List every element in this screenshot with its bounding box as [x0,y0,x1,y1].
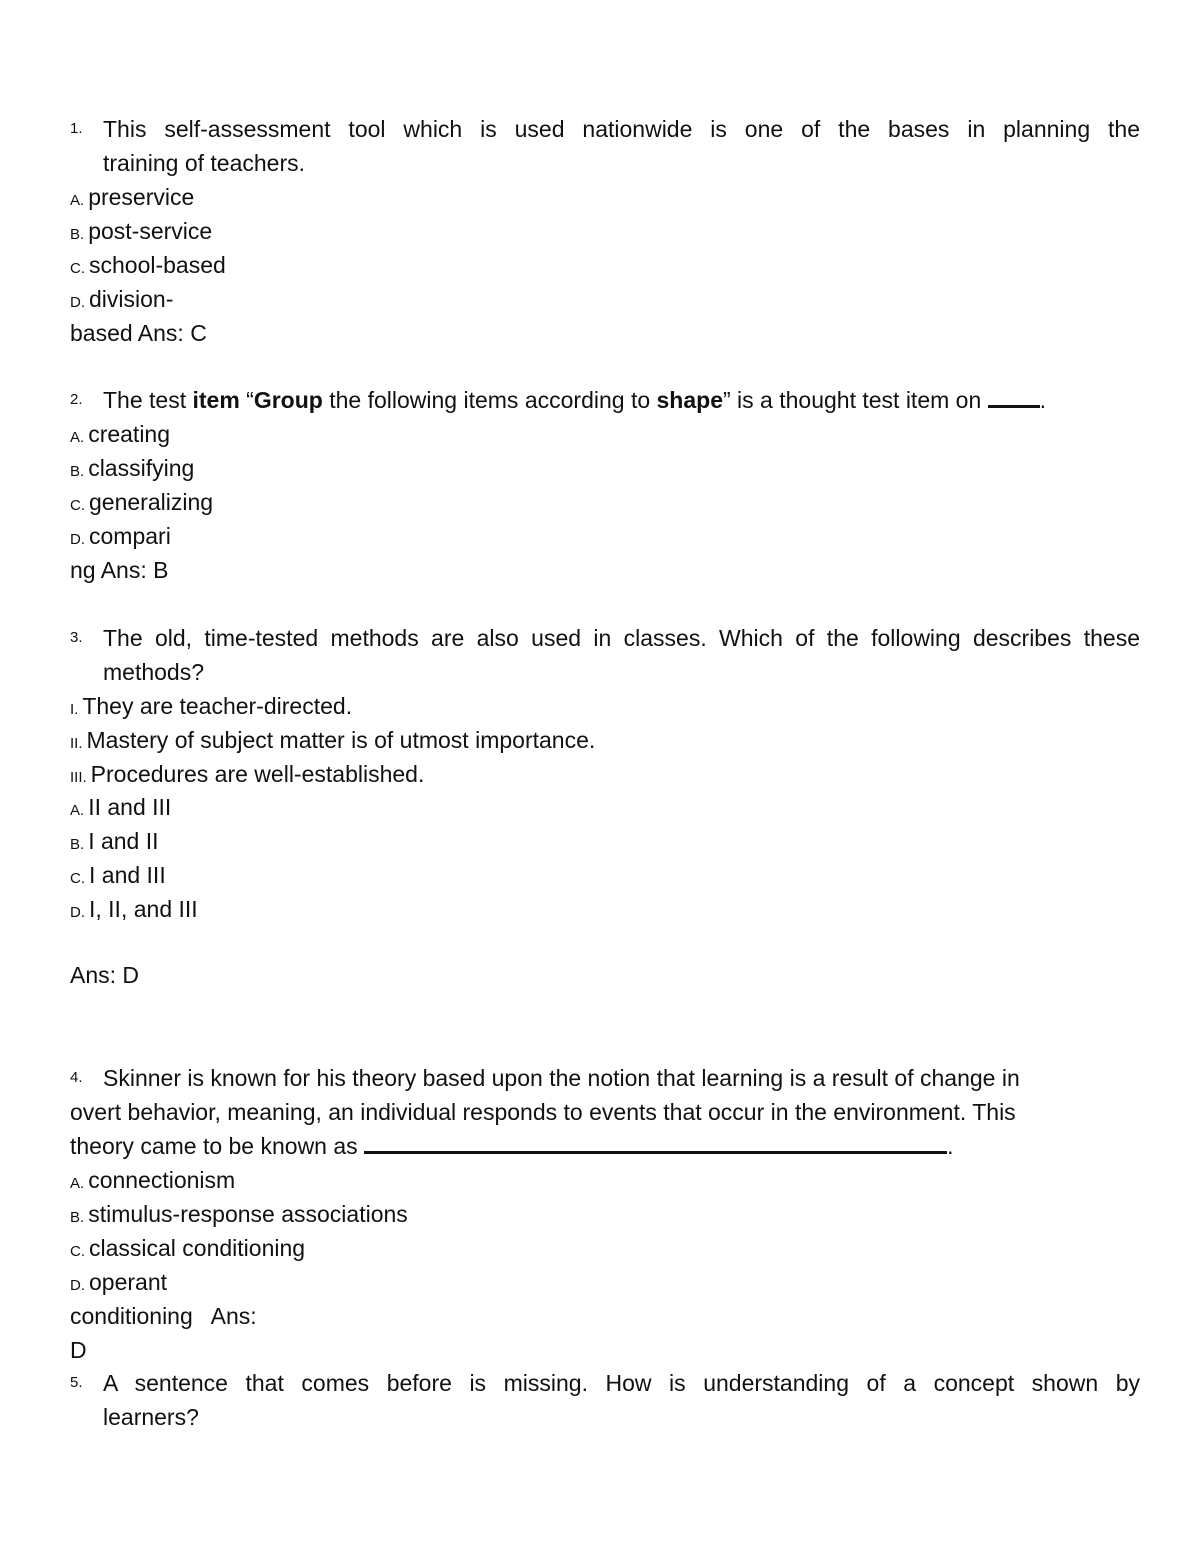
question-text-line: theory came to be known as . [70,1133,954,1159]
question-text-line: This self-assessment tool which is used nationwide is one of the bases in planning the [103,116,1140,142]
question-number: 5. [70,1374,83,1391]
option-c: C. generalizing [70,489,214,515]
option-c: C. school-based [70,252,226,278]
answer-line: ng Ans: B [70,557,169,583]
question-number: 2. [70,391,83,408]
option-a: A. connectionism [70,1167,236,1193]
answer-blank [988,405,1040,408]
option-a: A. preservice [70,184,195,210]
option-b: B. classifying [70,455,195,481]
answer-blank [364,1151,947,1154]
answer-line: conditioning Ans: [70,1303,257,1329]
answer-line: Ans: D [70,962,140,988]
option-b: B. I and II [70,828,159,854]
question-text-line: overt behavior, meaning, an individual responds to events that occur in the environment. This [70,1099,1016,1125]
answer-line: based Ans: C [70,320,207,346]
question-text-line: learners? [103,1404,199,1430]
option-a: A. creating [70,421,171,447]
option-c: C. classical conditioning [70,1235,306,1261]
statement-i: I. They are teacher-directed. [70,693,353,719]
option-d: D. division- [70,286,174,312]
question-number: 4. [70,1069,83,1086]
option-b: B. stimulus-response associations [70,1201,408,1227]
option-b: B. post-service [70,218,213,244]
question-text-line: methods? [103,659,205,685]
question-text-line: Skinner is known for his theory based upon the notion that learning is a result of change in [103,1065,1020,1091]
answer-line: D [70,1337,87,1363]
question-number: 3. [70,629,83,646]
question-text-line: The old, time-tested methods are also used in classes. Which of the following describes these [103,625,1140,651]
statement-ii: II. Mastery of subject matter is of utmost importance. [70,727,596,753]
statement-iii: III. Procedures are well-established. [70,761,425,787]
question-text-line: A sentence that comes before is missing. How is understanding of a concept shown by [103,1370,1140,1396]
question-text-line: The test item “Group the following items according to shape” is a thought test item on . [103,387,1047,413]
option-d: D. operant [70,1269,168,1295]
option-d: D. I, II, and III [70,896,198,922]
question-text-line: training of teachers. [103,150,306,176]
option-a: A. II and III [70,794,172,820]
option-d: D. compari [70,523,171,549]
option-c: C. I and III [70,862,166,888]
question-number: 1. [70,120,83,137]
